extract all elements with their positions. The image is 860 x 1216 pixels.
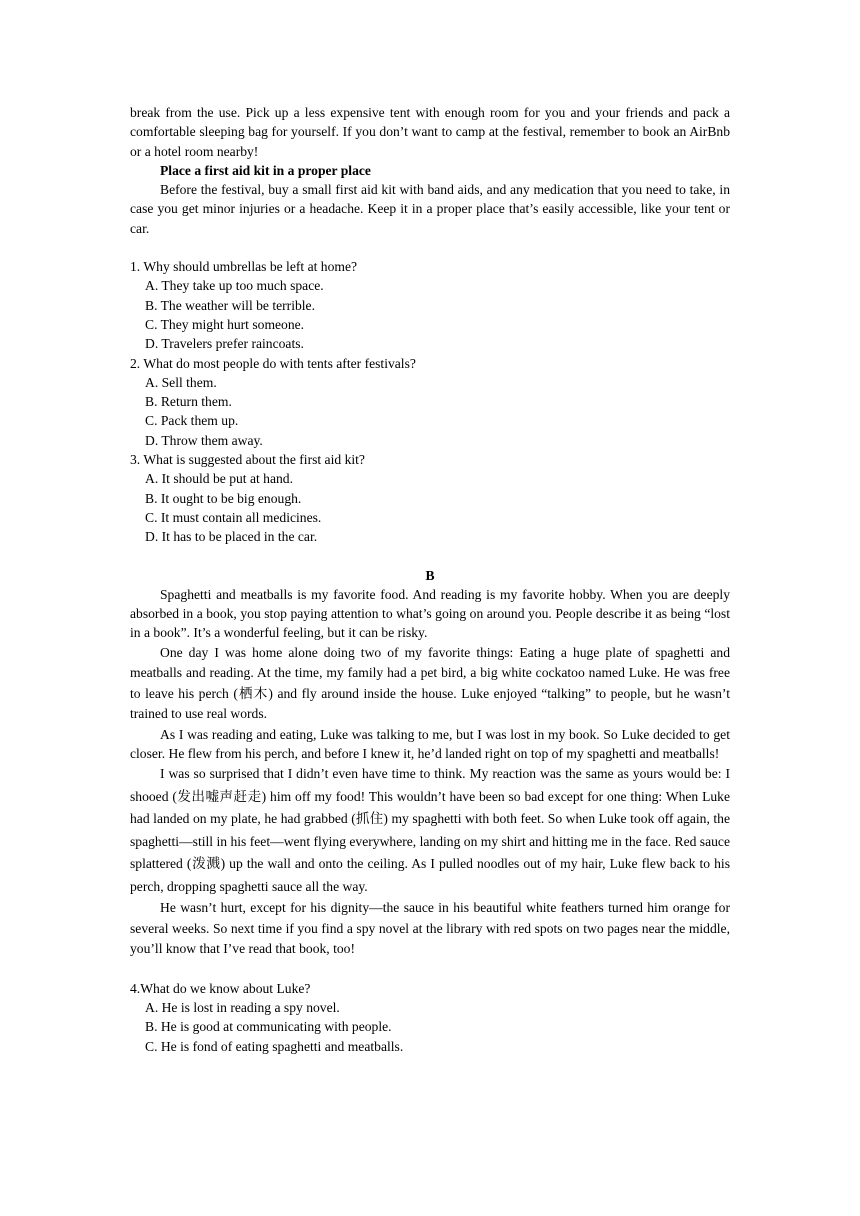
question-option: B. The weather will be terrible.: [145, 297, 315, 313]
question-option: C. It must contain all medicines.: [145, 509, 322, 525]
passage-a-continuation: break from the use. Pick up a less expensive tent with enough room for you and your friends and pack a comfortable sleeping bag for yourself. If you don’t want to camp at the festival, remember to book an AirBnb or a hotel room nearby!: [130, 105, 730, 159]
passage-b-paragraph-4: I was so surprised that I didn’t even have time to think. My reaction was the same as yours would be: I shooed (发出嘘声赶走) him off my food! This wouldn’t have been so bad except for one thing: When Luke had landed on my plate, he had grabbed (抓住) my spaghetti with both feet. So when Luke took off again, the spaghetti—still in his feet—went flying everywhere, landing on my shirt and hitting me in the face. Red sauce splattered (泼溅) up the wall and onto the ceiling. As I pulled noodles out of my hair, Luke flew back to his perch, dropping spaghetti sauce all the way.: [130, 766, 730, 894]
question-option: B. It ought to be big enough.: [145, 490, 302, 506]
passage-b-label: B: [425, 567, 435, 583]
question-option: C. Pack them up.: [145, 413, 239, 429]
question-option: D. It has to be placed in the car.: [145, 529, 318, 545]
question-option: D. Throw them away.: [145, 432, 263, 448]
passage-b-paragraph-1: Spaghetti and meatballs is my favorite food. And reading is my favorite hobby. When you are deeply absorbed in a book, you stop paying attention to what’s going on around you. People describe it as being “lost in a book”. It’s a wonderful feeling, but it can be risky.: [130, 586, 730, 641]
document-page: [130, 103, 730, 1056]
question-stem: 2. What do most people do with tents after festivals?: [130, 355, 416, 371]
question-block-3: [130, 450, 730, 546]
question-option: D. Travelers prefer raincoats.: [145, 336, 304, 352]
passage-b-paragraph-2: One day I was home alone doing two of my favorite things: Eating a huge plate of spaghetti and meatballs and reading. At the time, my family had a pet bird, a big white cockatoo named Luke. He was free to leave his perch (栖木) and fly around inside the house. Luke enjoyed “talking” to people, but he wasn’t trained to use real words.: [130, 644, 730, 722]
question-option: B. Return them.: [145, 394, 232, 410]
question-block-4: [130, 979, 730, 1056]
question-option: A. He is lost in reading a spy novel.: [145, 1000, 340, 1016]
passage-a-paragraph: Before the festival, buy a small first aid kit with band aids, and any medication that you need to take, in case you get minor injuries or a headache. Keep it in a proper place that’s easily accessible, like your tent or car.: [130, 182, 730, 236]
question-option: A. Sell them.: [145, 374, 217, 390]
question-block-2: [130, 354, 730, 450]
question-stem: 1. Why should umbrellas be left at home?: [130, 259, 358, 275]
question-stem: 4.What do we know about Luke?: [130, 980, 311, 996]
question-option: A. It should be put at hand.: [145, 471, 293, 487]
passage-b-paragraph-3: As I was reading and eating, Luke was talking to me, but I was lost in my book. So Luke decided to get closer. He flew from his perch, and before I knew it, he’d landed right on top of my spaghetti and meatballs!: [130, 726, 730, 762]
spacer: [130, 547, 730, 566]
question-option: B. He is good at communicating with people.: [145, 1019, 392, 1035]
passage-b-paragraph-5: He wasn’t hurt, except for his dignity—the sauce in his beautiful white feathers turned him orange for several weeks. So next time if you find a spy novel at the library with red spots on two pages near the middle, you’ll know that I’ve read that book, too!: [130, 900, 730, 957]
section-heading-first-aid: Place a first aid kit in a proper place: [160, 162, 371, 178]
question-stem: 3. What is suggested about the first aid kit?: [130, 452, 365, 468]
spacer: [130, 238, 730, 257]
question-option: C. They might hurt someone.: [145, 316, 305, 332]
question-block-1: [130, 257, 730, 353]
question-option: A. They take up too much space.: [145, 278, 324, 294]
question-option: C. He is fond of eating spaghetti and meatballs.: [145, 1038, 404, 1054]
spacer: [130, 960, 730, 979]
